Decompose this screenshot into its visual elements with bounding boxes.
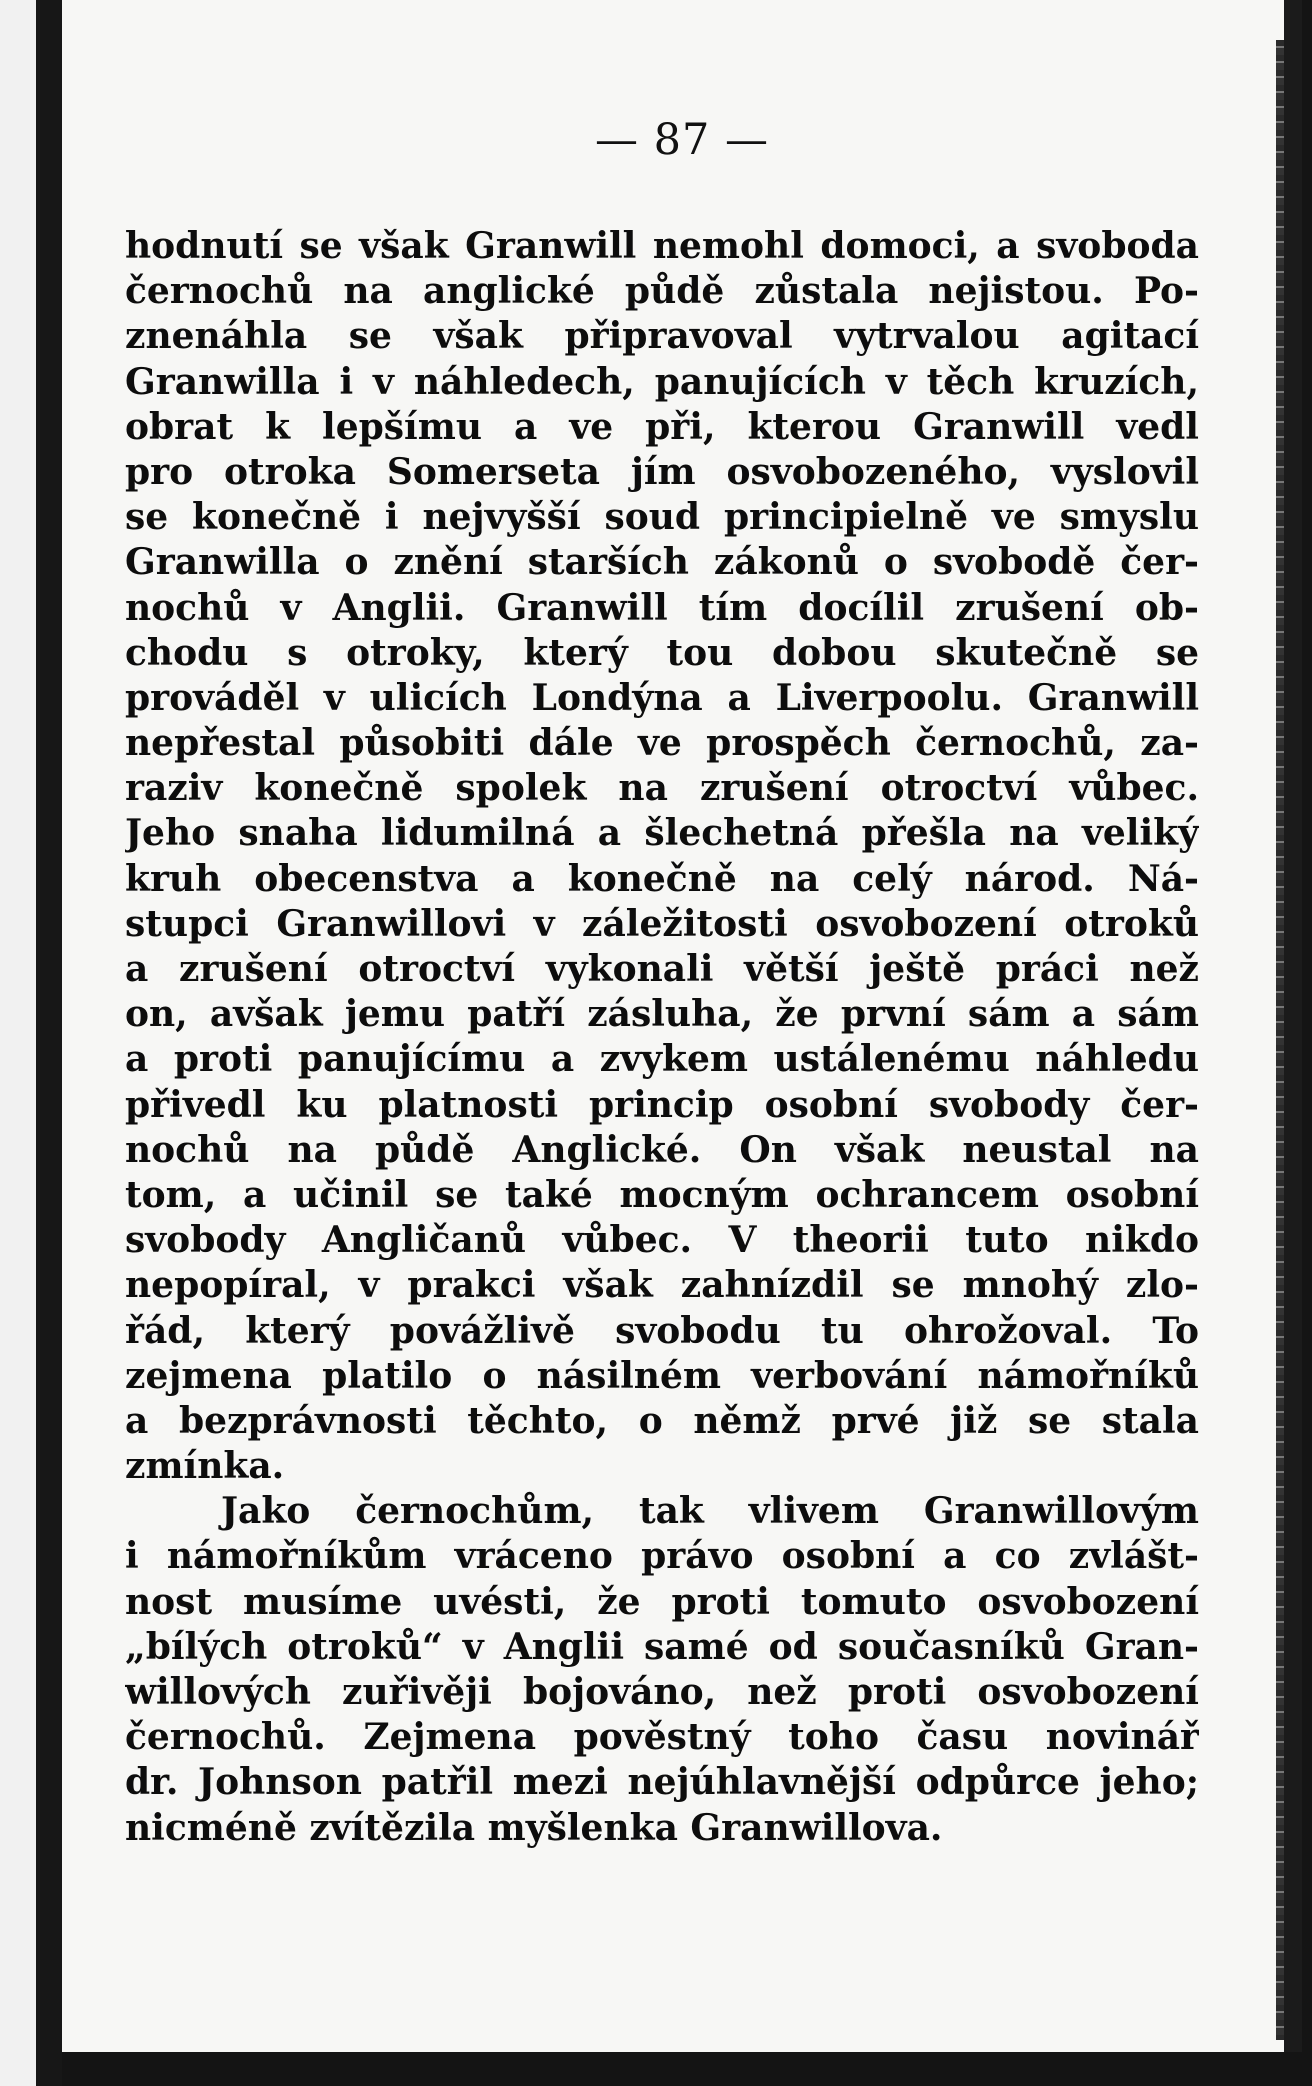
text-line: hodnutí se však Granwill nemohl domoci, a svoboda xyxy=(125,225,1199,267)
text-line: „bílých otroků“ v Anglii samé od současníků Gran- xyxy=(125,1625,1199,1668)
body-text xyxy=(125,224,1199,1851)
text-line: se konečně i nejvyšší soud principielně ve smyslu xyxy=(125,496,1199,539)
text-line: willových zuřivěji bojováno, než proti osvobození xyxy=(125,1671,1199,1713)
text-line: prováděl v ulicích Londýna a Liverpoolu. Granwill xyxy=(125,676,1199,719)
text-line: Granwilla o znění starších zákonů o svobodě čer- xyxy=(125,541,1199,584)
book-page xyxy=(62,0,1302,2052)
scan-specks xyxy=(1304,320,1312,1520)
page-edge-shadow xyxy=(1276,40,1284,2040)
text-line: dr. Johnson patřil mezi nejúhlavnější odpůrce jeho; xyxy=(125,1761,1199,1804)
text-line: a proti panujícímu a zvykem ustálenému náhledu xyxy=(125,1038,1199,1081)
previous-page-edge xyxy=(0,0,36,2086)
text-line: přivedl ku platnosti princip osobní svobody čer- xyxy=(125,1083,1199,1126)
text-line: svobody Angličanů vůbec. V theorii tuto nikdo xyxy=(125,1219,1199,1262)
text-line: Granwilla i v náhledech, panujících v těch kruzích, xyxy=(125,360,1199,403)
text-line: obrat k lepšímu a ve při, kterou Granwill vedl xyxy=(125,405,1199,448)
text-line: chodu s otroky, který tou dobou skutečně se xyxy=(125,631,1199,674)
text-line: nochů na půdě Anglické. On však neustal na xyxy=(125,1128,1199,1171)
text-line: raziv konečně spolek na zrušení otroctví vůbec. xyxy=(125,767,1199,810)
text-line: nochů v Anglii. Granwill tím docílil zrušení ob- xyxy=(125,586,1199,629)
text-line: znenáhla se však připravoval vytrvalou agitací xyxy=(125,315,1199,358)
text-line: nicméně zvítězila myšlenka Granwillova. xyxy=(125,1806,943,1849)
text-line: zejmena platilo o násilném verbování námořníků xyxy=(125,1354,1199,1397)
text-line: stupci Granwillovi v záležitosti osvobození otroků xyxy=(125,902,1199,945)
page-number: — 87 — xyxy=(594,115,770,165)
text-line: a bezprávnosti těchto, o němž prvé již se stala xyxy=(125,1399,1199,1442)
text-line: on, avšak jemu patří zásluha, že první sám a sám xyxy=(125,993,1199,1036)
text-line: a zrušení otroctví vykonali větší ještě práci než xyxy=(125,948,1199,990)
book-gutter xyxy=(36,0,62,2086)
text-line: tom, a učinil se také mocným ochrancem osobní xyxy=(125,1173,1199,1216)
text-line: černochů. Zejmena pověstný toho času novinář xyxy=(125,1716,1199,1759)
text-line: i námořníkům vráceno právo osobní a co zvlášt- xyxy=(125,1535,1199,1578)
text-line: nost musíme uvésti, že proti tomuto osvobození xyxy=(125,1580,1199,1623)
text-line: nepopíral, v prakci však zahnízdil se mnohý zlo- xyxy=(125,1264,1199,1307)
paragraph-start-line: Jako černochům, tak vlivem Granwillovým xyxy=(221,1490,1199,1533)
text-line: řád, který povážlivě svobodu tu ohrožoval. To xyxy=(125,1309,1199,1352)
text-line: pro otroka Somerseta jím osvobozeného, vyslovil xyxy=(125,450,1199,493)
text-line: nepřestal působiti dále ve prospěch černochů, za- xyxy=(125,722,1199,765)
text-line: zmínka. xyxy=(125,1445,285,1488)
text-line: černochů na anglické půdě zůstala nejistou. Po- xyxy=(125,270,1199,313)
text-line: kruh obecenstva a konečně na celý národ. Ná- xyxy=(125,857,1199,900)
text-line: Jeho snaha lidumilná a šlechetná přešla na veliký xyxy=(125,812,1199,855)
